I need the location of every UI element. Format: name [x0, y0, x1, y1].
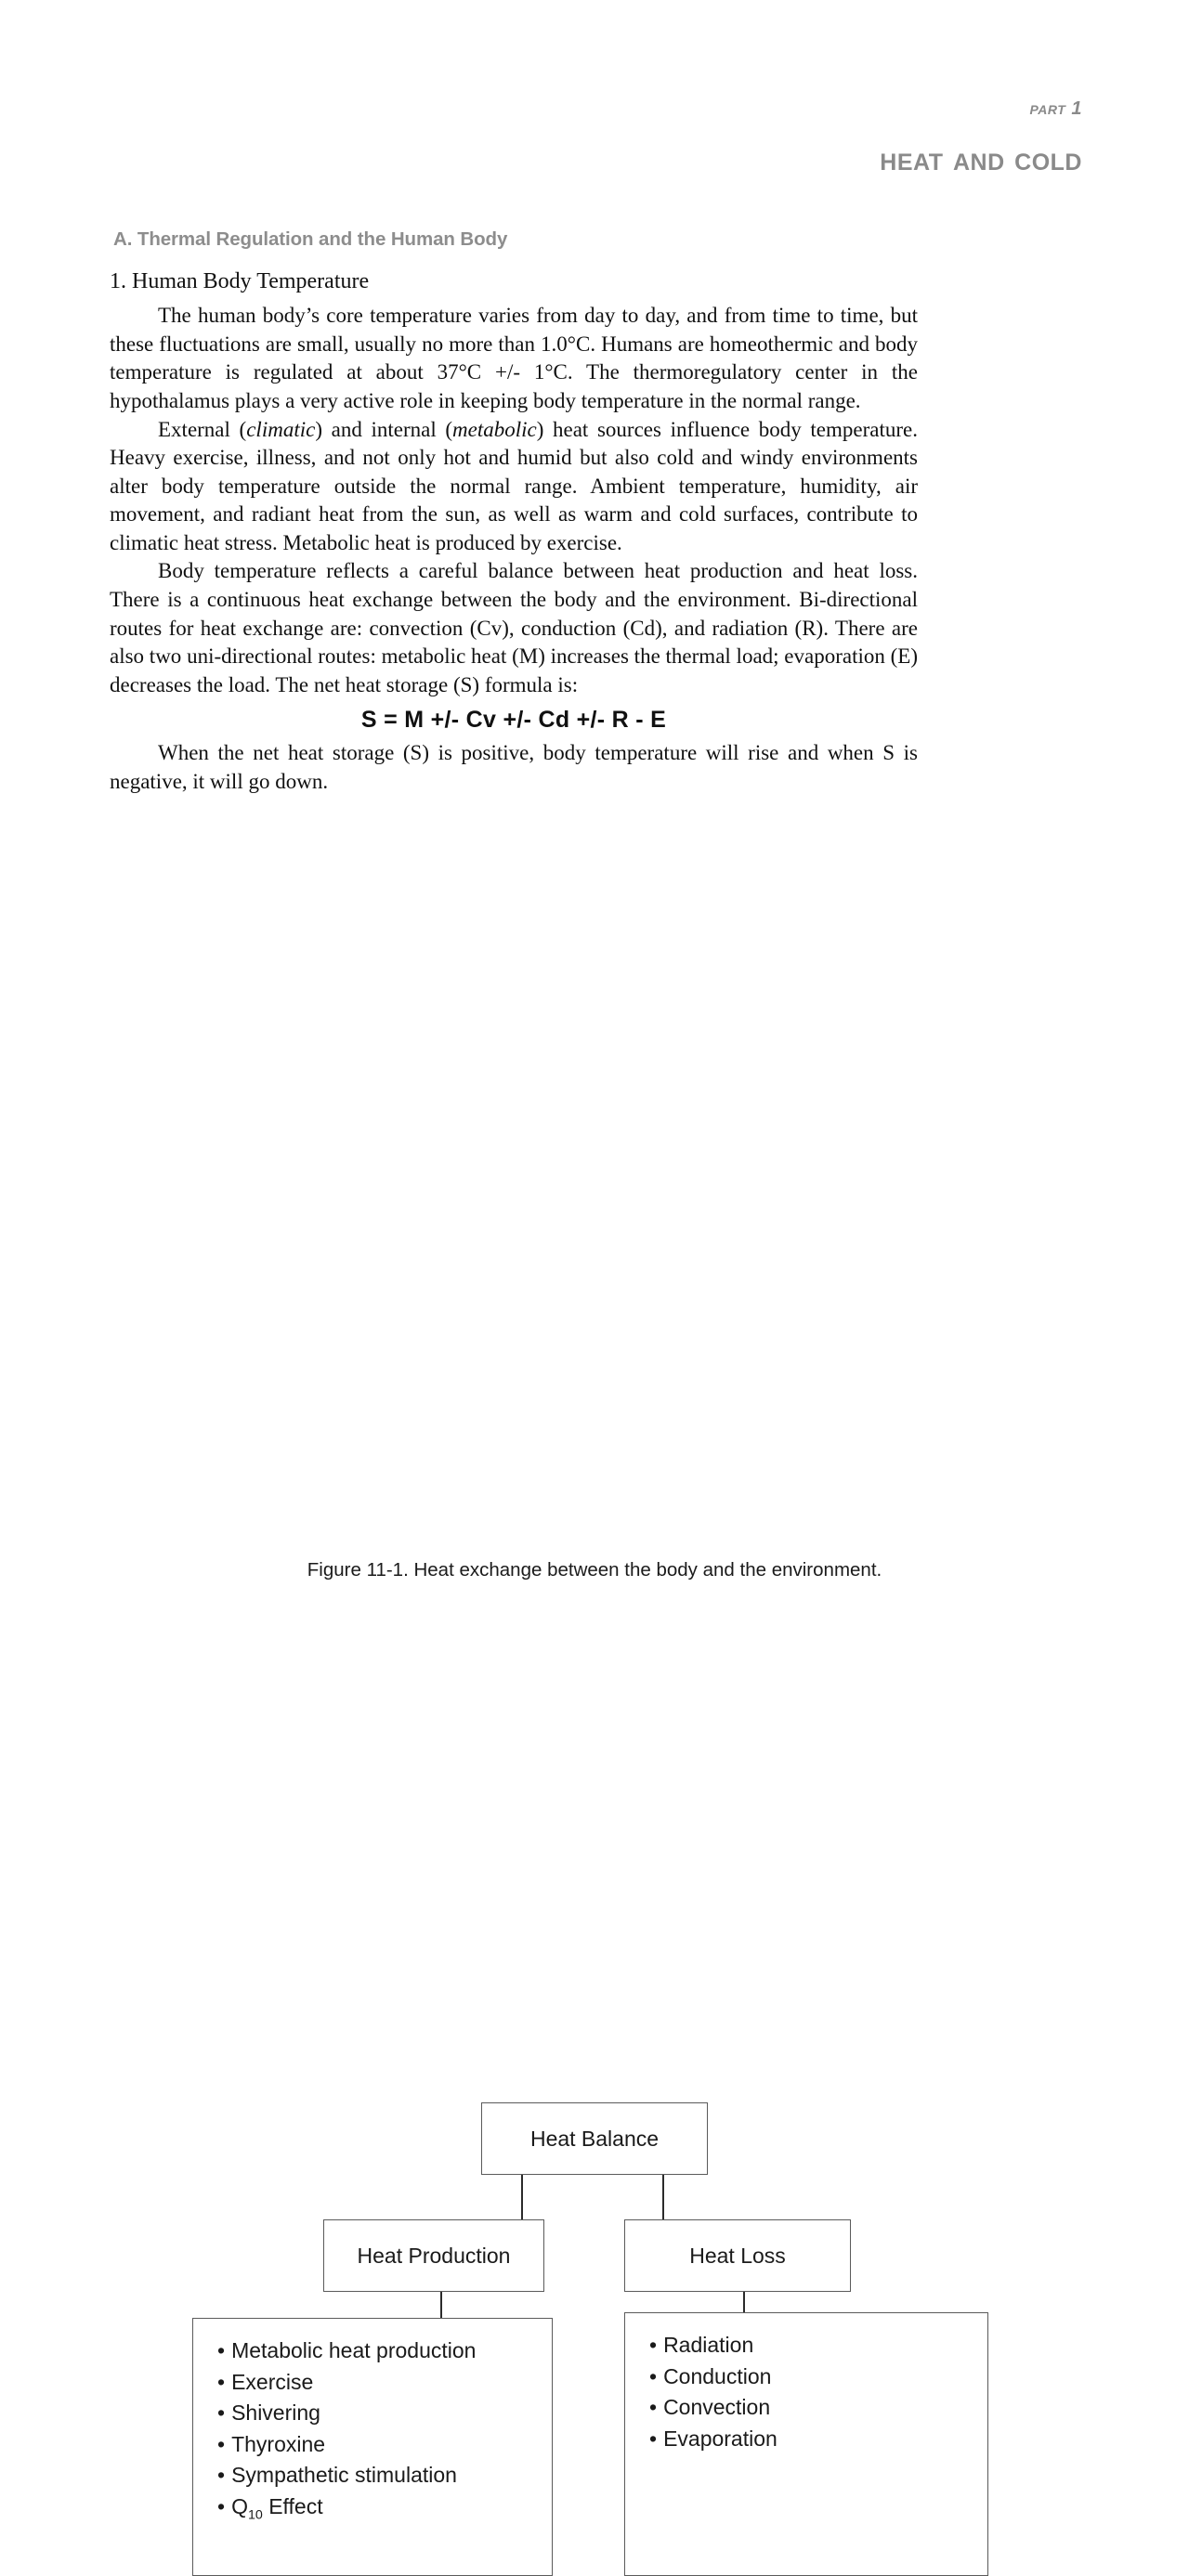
list-item — [625, 2424, 987, 2455]
list-item — [193, 2367, 552, 2399]
flow-box-production-items — [192, 2318, 553, 2576]
flow-box-heat-balance — [481, 2102, 708, 2175]
list-item-label: Thyroxine — [231, 2431, 326, 2456]
connector-production-to-list — [440, 2292, 442, 2318]
connector-balance-to-loss — [662, 2175, 664, 2219]
list-item — [625, 2392, 987, 2424]
list-item-label: Exercise — [231, 2369, 314, 2394]
section-heading: A. Thermal Regulation and the Human Body — [113, 228, 508, 250]
list-item — [625, 2330, 987, 2361]
paragraph-4: When the net heat storage (S) is positive, body temperature will rise and when S is negative, it will go down. — [110, 741, 918, 793]
flow-box-loss-items — [624, 2312, 988, 2576]
list-item — [193, 2460, 552, 2491]
list-item-label: Convection — [663, 2395, 771, 2420]
heat-storage-formula: S = M +/- Cv +/- Cd +/- R - E — [360, 707, 667, 734]
list-item-label: Metabolic heat production — [231, 2338, 477, 2362]
bullet-icon: • — [649, 2395, 658, 2420]
paragraph-2-part-b: ) and internal ( — [315, 417, 453, 441]
subsection-heading: 1. Human Body Temperature — [110, 269, 370, 293]
figure-caption: Figure 11-1. Heat exchange between the body and the environment. — [307, 1559, 882, 1581]
paragraph-1: The human body’s core temperature varies from day to day, and from time to time, but these fluctuations are small, usually no more than 1.0°C. Humans are homeothermic and body temperature is regulated at about 37°C +/- 1°C. The thermoregulatory center in the hypothalamus plays a very active role in keeping body temperature in the normal range. — [110, 304, 918, 412]
list-item — [193, 2429, 552, 2461]
list-item-label: Radiation — [663, 2333, 754, 2357]
paragraph-2-part-a: External ( — [158, 417, 247, 441]
bullet-icon: • — [217, 2493, 226, 2518]
list-item — [193, 2335, 552, 2367]
connector-balance-to-production — [521, 2175, 523, 2219]
bullet-icon: • — [649, 2333, 658, 2357]
list-item-label: Evaporation — [663, 2426, 777, 2451]
list-item-label: Conduction — [663, 2363, 772, 2388]
bullet-icon: • — [649, 2426, 658, 2451]
flow-box-heat-loss-label: Heat Loss — [689, 2243, 786, 2268]
paragraph-3: Body temperature reflects a careful balance between heat production and heat loss. There is a continuous heat exchange between the body and the environment. Bi-directional routes for heat exchange are: convection (Cv), conduction (Cd), and radiation (R). There are also two uni-directional routes: metabolic heat (M) increases the thermal load; evaporation (E) decreases the load. The net heat storage (S) formula is: — [110, 559, 918, 696]
part-label: part 1 — [1029, 98, 1082, 119]
bullet-icon: • — [217, 2338, 226, 2362]
list-item-label: Shivering — [231, 2400, 320, 2426]
list-item-label: Sympathetic stimulation — [231, 2463, 457, 2488]
flow-box-heat-balance-label: Heat Balance — [529, 2126, 660, 2151]
paragraph-2 — [110, 416, 918, 558]
flow-box-heat-production — [323, 2219, 544, 2292]
bullet-icon: • — [217, 2369, 226, 2394]
chapter-title: heat and cold — [880, 139, 1082, 177]
q10-suffix: Effect — [262, 2493, 323, 2518]
flow-box-heat-production-label: Heat Production — [357, 2243, 511, 2268]
bullet-icon: • — [217, 2463, 226, 2488]
italic-metabolic: metabolic — [452, 417, 537, 441]
bullet-icon: • — [649, 2363, 658, 2388]
bullet-icon: • — [217, 2400, 226, 2426]
flow-box-heat-loss — [624, 2219, 851, 2292]
body-column — [110, 267, 918, 796]
q10-prefix: Q — [231, 2493, 248, 2518]
connector-loss-to-list — [743, 2292, 745, 2312]
list-item-q10 — [193, 2491, 552, 2523]
list-item — [193, 2398, 552, 2429]
bullet-icon: • — [217, 2431, 226, 2456]
italic-climatic: climatic — [246, 417, 316, 441]
q10-subscript: 10 — [247, 2507, 263, 2523]
paragraph-2-part-c: ) heat sources influence body temperature. Heavy exercise, illness, and not only hot and humid but also cold and windy environments alter body temperature outside the normal range. Ambient temperature, humidity, air movement, and radiant heat from the sun, as well as warm and cold surfaces, contribute to climatic heat stress. Metabolic heat is produced by exercise. — [110, 417, 918, 554]
list-item — [625, 2361, 987, 2393]
